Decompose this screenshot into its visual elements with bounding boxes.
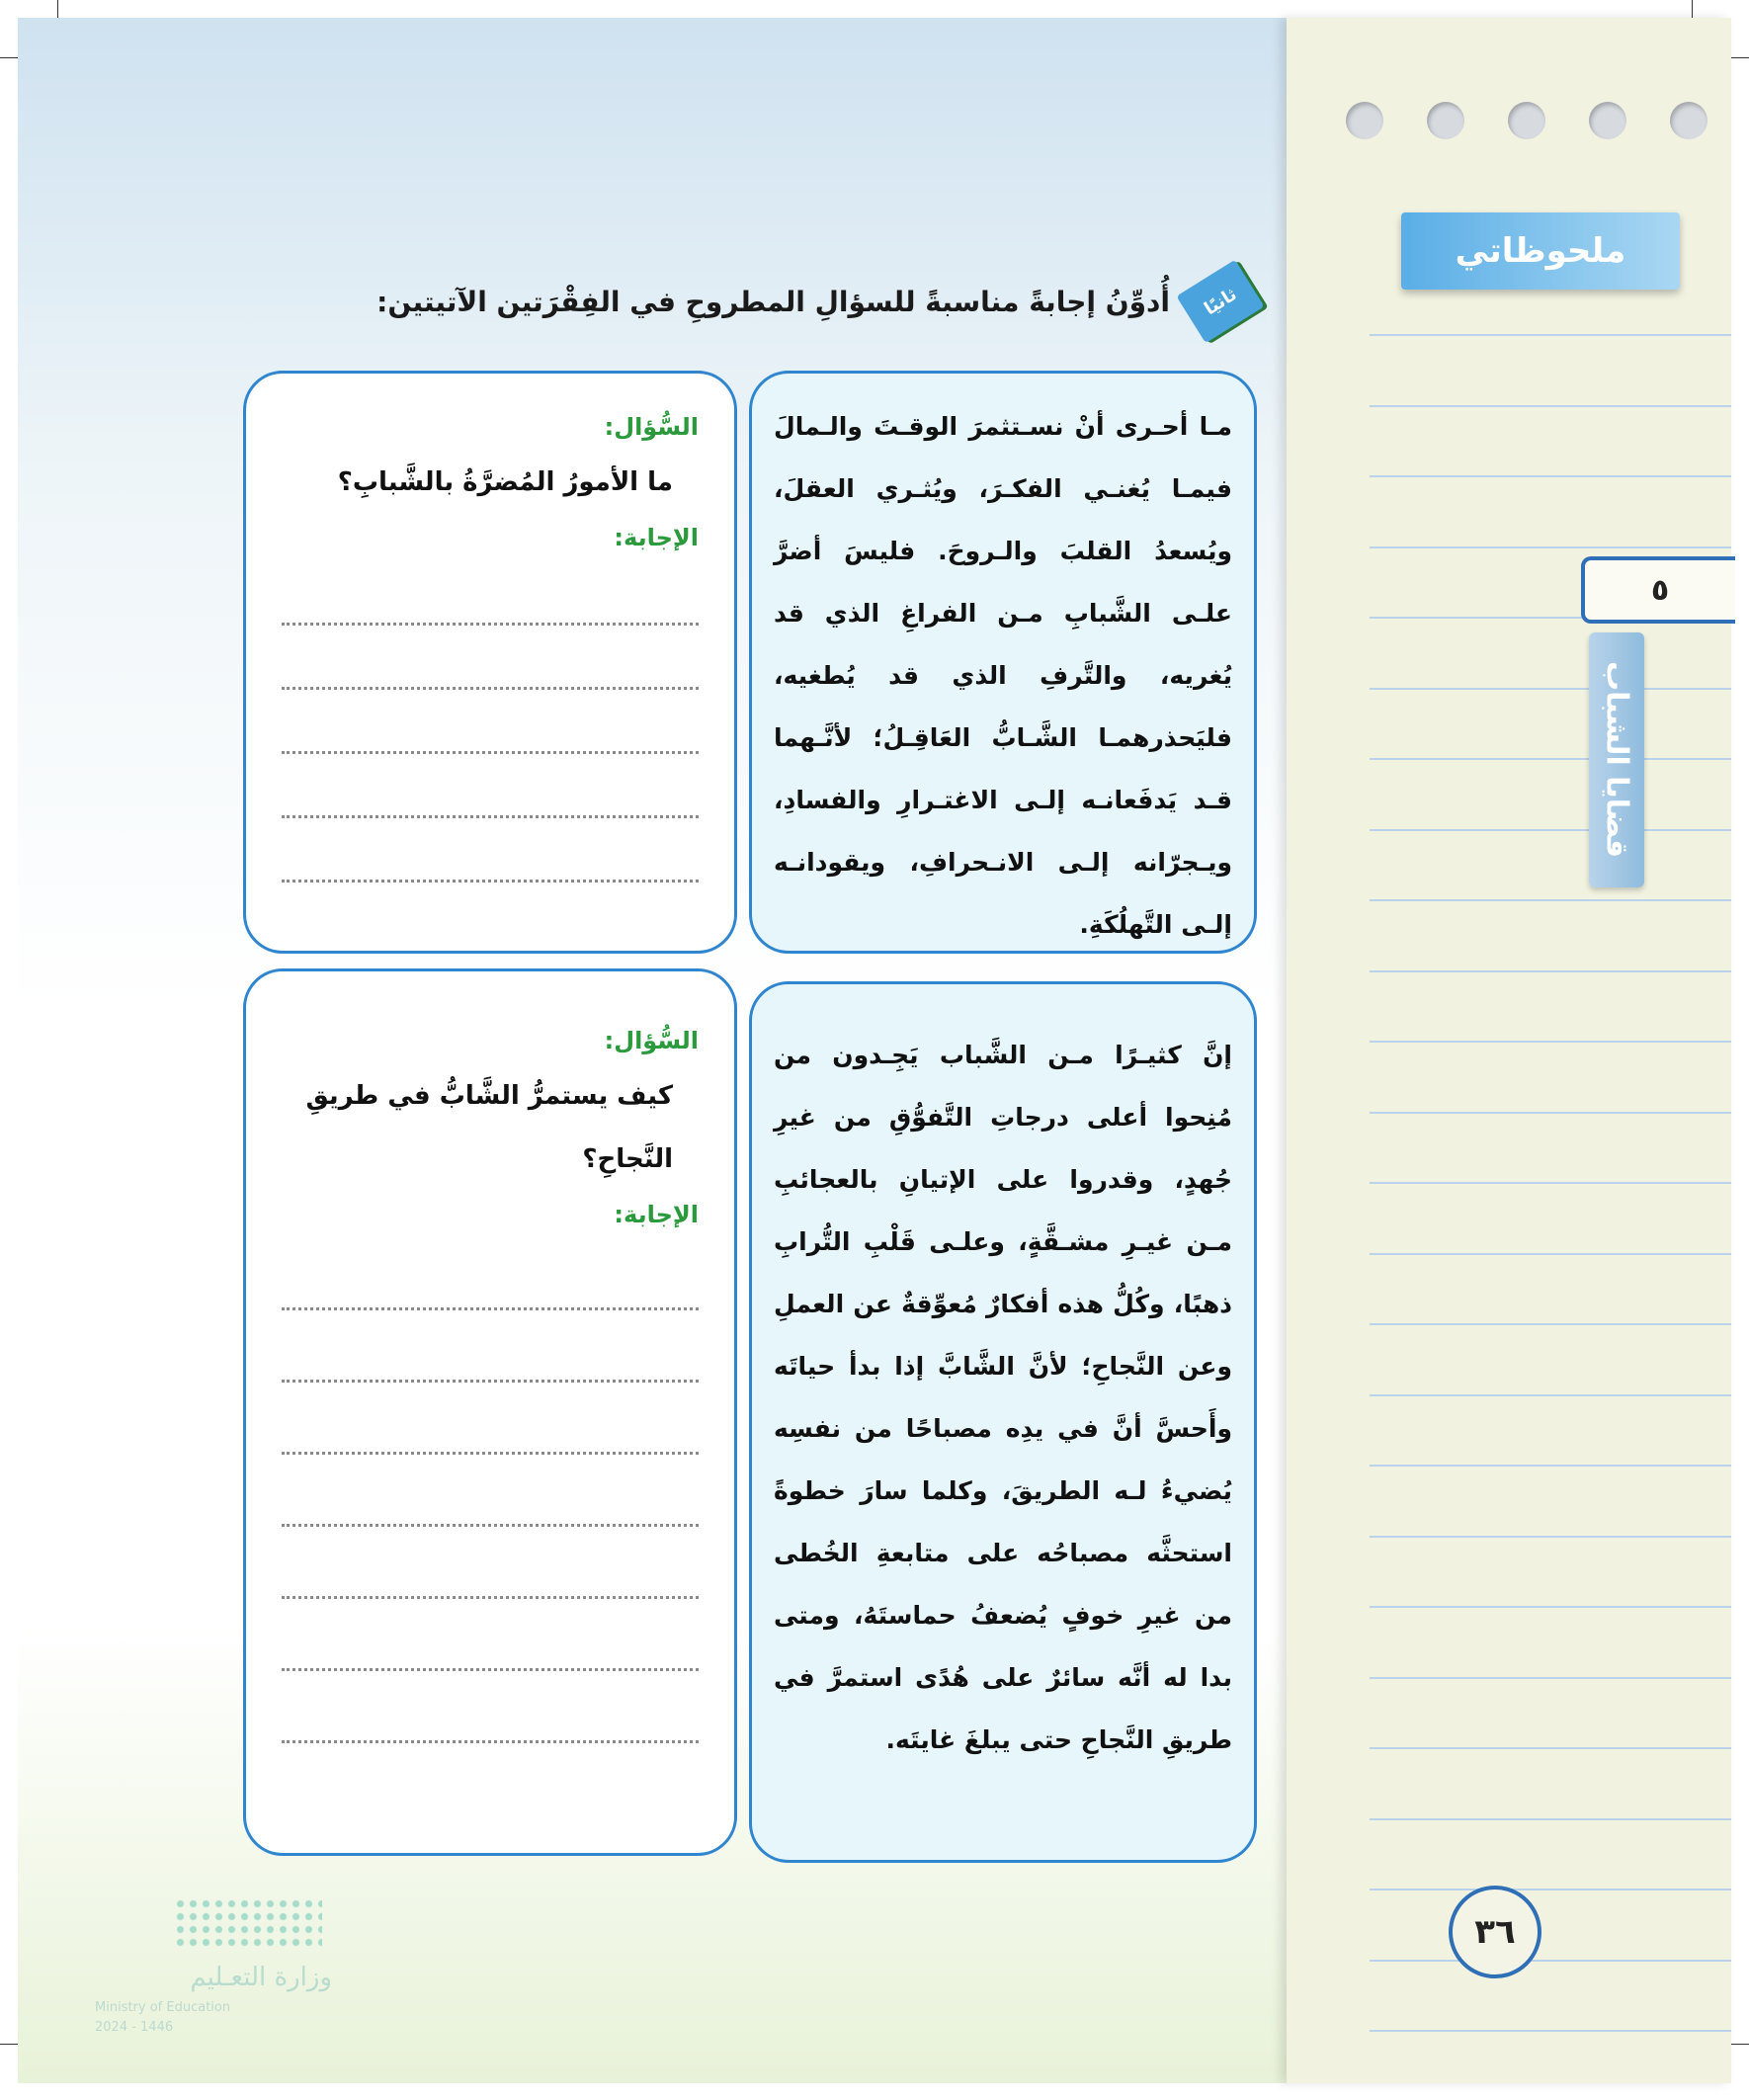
notes-ruled-line (1370, 1112, 1731, 1114)
notes-ruled-line (1370, 899, 1731, 901)
qa-box-2 (243, 968, 737, 1856)
notes-ruled-line (1370, 1606, 1731, 1608)
question-label: السُّؤال: (604, 413, 699, 441)
section-badge (1176, 260, 1264, 344)
binder-hole (1427, 102, 1464, 139)
notes-ruled-line (1370, 546, 1731, 548)
binder-hole (1670, 102, 1707, 139)
notes-ruled-line (1370, 1323, 1731, 1325)
notes-ruled-line (1370, 1677, 1731, 1679)
notes-ruled-line (1370, 758, 1731, 760)
answer-label: الإجابة: (614, 524, 699, 551)
ministry-name-ar: وزارة التعـليم (190, 1963, 332, 1992)
notes-ruled-line (1370, 475, 1731, 477)
unit-title-tab (1589, 632, 1644, 887)
notes-ruled-line (1370, 334, 1731, 336)
notes-ruled-line (1370, 1182, 1731, 1184)
instruction (296, 267, 1255, 336)
instruction-text: أُدوِّنُ إجابةً مناسبةً للسؤالِ المطروحِ في الفِقْرَتين الآتيتين: (376, 285, 1170, 318)
question-label: السُّؤال: (604, 1027, 699, 1054)
answer-line[interactable] (282, 1310, 699, 1383)
notes-ruled-line (1370, 970, 1731, 972)
notes-ruled-line (1370, 2030, 1731, 2032)
paragraph-box-2 (749, 981, 1257, 1863)
notes-ruled-line (1370, 1041, 1731, 1043)
unit-title-text: قضايا الشباب (1599, 661, 1634, 859)
notes-ruled-line (1370, 405, 1731, 407)
paragraph-2-text: إنَّ كثيـرًا مـن الشَّباب يَجِـدون من مُنِحوا أعلى درجاتِ التَّفوُّقِ من غيرِ جُهدٍ، وقدروا على الإتيانِ بالعجائبِ مـن غيـرِ مشـقَّةٍ، وعلـى قَلْبِ التُّرابِ ذهبًا، وكُلُّ هذه أفكارٌ مُعوِّقةٌ عن العملِ وعن النَّجاحِ؛ لأنَّ الشَّابَّ إذا بدأ حياتَه وأَحسَّ أنَّ في يدِه مصباحًا من نفسِه يُضيءُ لـه الطريقَ، وكلما سارَ خطوةً استحثَّه مصباحُه على متابعةِ الخُطى من غيرِ خوفٍ يُضعفُ حماستَهُ، ومتى بدا له أنَّه سائرٌ على هُدًى استمرَّ في طريقِ النَّجاحِ حتى يبلغَ غايتَه. (774, 1041, 1232, 1754)
section-badge-text: ثانيًا (1200, 283, 1241, 320)
answer-line[interactable] (282, 626, 699, 690)
answer-line[interactable] (282, 818, 699, 882)
answer-line[interactable] (282, 1383, 699, 1455)
ministry-logo-icon (174, 1897, 322, 1947)
answer-line[interactable] (282, 1599, 699, 1671)
notes-ruled-line (1370, 1960, 1731, 1962)
notes-ruled-line (1370, 688, 1731, 690)
answer-line[interactable] (282, 754, 699, 818)
notes-ruled-line (1370, 1818, 1731, 1820)
notes-panel (1287, 18, 1731, 2083)
page-number-text: ٣٦ (1474, 1912, 1516, 1952)
binder-hole (1508, 102, 1545, 139)
answer-line[interactable] (282, 1455, 699, 1527)
notes-ruled-line (1370, 1889, 1731, 1890)
notes-title (1401, 212, 1680, 290)
answer-line[interactable] (282, 690, 699, 754)
answer-line[interactable] (282, 1671, 699, 1743)
page-number (1449, 1886, 1541, 1978)
question-text: كيف يستمرُّ الشَّابُّ في طريقِ النَّجاحِ؟ (305, 1081, 673, 1174)
ministry-name-en: Ministry of Education (95, 2000, 231, 2015)
notes-ruled-line (1370, 1536, 1731, 1538)
paragraph-1-text: مـا أحـرى أنْ نسـتثمرَ الوقـتَ والـمالَ فيمـا يُغنـي الفكـرَ، ويُثـري العقلَ، ويُسعدُ القلبَ والـروحَ. فليسَ أضرَّ علـى الشَّبابِ مـن الفراغِ الذي قد يُغريه، والتَّرفِ الذي قد يُطغيه، فليَحذرهمـا الشَّـابُّ العَاقِـلُ؛ لأنَّـهما قـد يَدفَعانـه إلـى الاغتـرارِ والفسادِ، ويـجرّانه إلـى الانـحرافِ، ويقودانـه إلـى التَّهلُكَةِ. (774, 412, 1232, 939)
notes-ruled-line (1370, 1253, 1731, 1255)
notes-ruled-line (1370, 1394, 1731, 1396)
paragraph-box-1 (749, 371, 1257, 954)
answer-line[interactable] (282, 1238, 699, 1310)
unit-number-text: ٥ (1650, 572, 1670, 608)
answer-label: الإجابة: (614, 1201, 699, 1228)
question-text: ما الأمورُ المُضرَّةُ بالشَّبابِ؟ (337, 467, 673, 497)
notes-ruled-line (1370, 1747, 1731, 1749)
binder-hole (1346, 102, 1383, 139)
notes-title-text: ملحوظاتي (1455, 231, 1626, 271)
unit-number (1581, 556, 1735, 624)
notes-ruled-line (1370, 829, 1731, 831)
edition-year: 2024 - 1446 (95, 2020, 174, 2035)
notes-ruled-line (1370, 1465, 1731, 1467)
answer-line[interactable] (282, 1527, 699, 1599)
qa-box-1 (243, 371, 737, 954)
binder-hole (1589, 102, 1626, 139)
ministry-logo (95, 1897, 332, 2036)
answer-line[interactable] (282, 561, 699, 626)
